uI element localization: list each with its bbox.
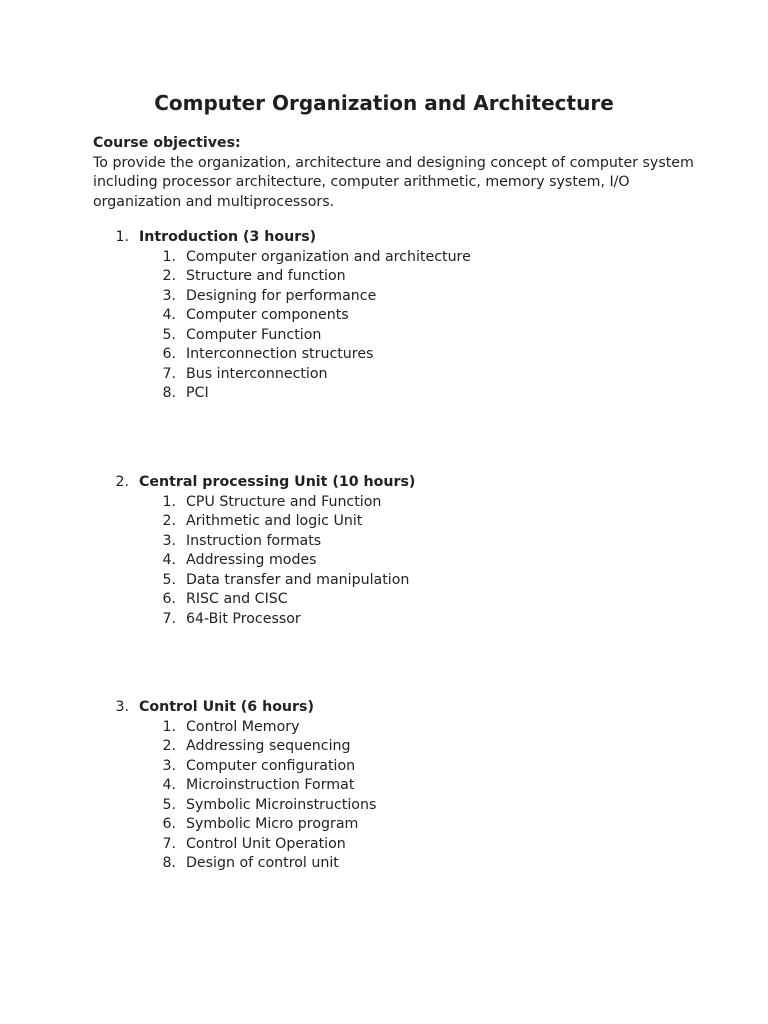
list-item <box>0 571 768 591</box>
section-central-processing-unit <box>0 473 768 629</box>
list-item <box>0 248 768 268</box>
section-header <box>0 698 768 718</box>
item-label: Bus interconnection <box>186 365 328 382</box>
item-label: 64-Bit Processor <box>186 610 301 627</box>
item-label: Designing for performance <box>186 287 377 304</box>
item-number: 3. <box>162 287 176 304</box>
item-number: 4. <box>162 777 176 793</box>
item-label: Microinstruction Format <box>186 777 355 793</box>
item-label: Computer organization and architecture <box>186 248 471 265</box>
item-label: Symbolic Micro program <box>186 816 359 832</box>
section-number: 1. <box>115 229 129 245</box>
item-number: 5. <box>162 571 176 588</box>
list-item <box>0 718 768 738</box>
list-item <box>0 776 768 796</box>
objectives-text-line: To provide the organization, architecture and designing concept of computer system <box>93 154 694 171</box>
list-item <box>0 267 768 287</box>
course-objectives <box>93 134 693 212</box>
list-item <box>0 365 768 385</box>
item-label: Computer components <box>186 307 349 323</box>
list-item <box>0 815 768 835</box>
section-header <box>0 228 768 248</box>
list-item <box>0 532 768 552</box>
item-number: 1. <box>162 718 176 735</box>
item-label: Addressing sequencing <box>186 738 351 754</box>
item-number: 6. <box>162 346 176 362</box>
item-label: Addressing modes <box>186 552 317 568</box>
list-item <box>0 835 768 855</box>
item-number: 2. <box>162 268 176 284</box>
section-introduction <box>0 228 768 404</box>
item-label: RISC and CISC <box>186 591 288 607</box>
item-label: CPU Structure and Function <box>186 493 382 510</box>
list-item <box>0 551 768 571</box>
list-item <box>0 493 768 513</box>
list-item <box>0 737 768 757</box>
item-label: Control Unit Operation <box>186 835 346 852</box>
item-number: 3. <box>162 757 176 774</box>
section-control-unit <box>0 698 768 874</box>
item-label: Data transfer and manipulation <box>186 571 410 588</box>
item-label: Structure and function <box>186 268 346 284</box>
item-label: Arithmetic and logic Unit <box>186 513 363 529</box>
item-label: Symbolic Microinstructions <box>186 796 377 813</box>
item-number: 2. <box>162 738 176 754</box>
page-title: Computer Organization and Architecture <box>154 91 614 115</box>
item-number: 7. <box>162 835 176 852</box>
section-header <box>0 473 768 493</box>
section-title: Introduction (3 hours) <box>139 229 317 245</box>
item-label: PCI <box>186 385 209 401</box>
item-number: 8. <box>162 385 176 401</box>
section-number: 2. <box>115 474 129 490</box>
item-label: Design of control unit <box>186 855 339 871</box>
item-label: Computer Function <box>186 326 322 343</box>
list-item <box>0 796 768 816</box>
objectives-text-line: including processor architecture, computer arithmetic, memory system, I/O <box>93 174 630 190</box>
section-title: Central processing Unit (10 hours) <box>139 474 416 490</box>
list-item <box>0 590 768 610</box>
section-title: Control Unit (6 hours) <box>139 699 314 715</box>
list-item <box>0 345 768 365</box>
item-label: Control Memory <box>186 718 300 735</box>
list-item <box>0 512 768 532</box>
list-item <box>0 326 768 346</box>
list-item <box>0 854 768 874</box>
item-number: 2. <box>162 513 176 529</box>
item-number: 4. <box>162 307 176 323</box>
objectives-heading: Course objectives: <box>93 135 241 151</box>
list-item <box>0 287 768 307</box>
item-number: 3. <box>162 532 176 549</box>
item-number: 8. <box>162 855 176 871</box>
item-number: 6. <box>162 816 176 832</box>
item-number: 5. <box>162 796 176 813</box>
section-number: 3. <box>115 699 129 715</box>
item-label: Computer configuration <box>186 757 356 774</box>
item-number: 7. <box>162 610 176 627</box>
item-number: 5. <box>162 326 176 343</box>
list-item <box>0 610 768 630</box>
item-number: 1. <box>162 248 176 265</box>
item-number: 7. <box>162 365 176 382</box>
item-label: Instruction formats <box>186 532 322 549</box>
item-number: 6. <box>162 591 176 607</box>
list-item <box>0 306 768 326</box>
list-item <box>0 757 768 777</box>
item-label: Interconnection structures <box>186 346 374 362</box>
item-number: 4. <box>162 552 176 568</box>
objectives-text-line: organization and multiprocessors. <box>93 193 335 210</box>
item-number: 1. <box>162 493 176 510</box>
list-item <box>0 384 768 404</box>
